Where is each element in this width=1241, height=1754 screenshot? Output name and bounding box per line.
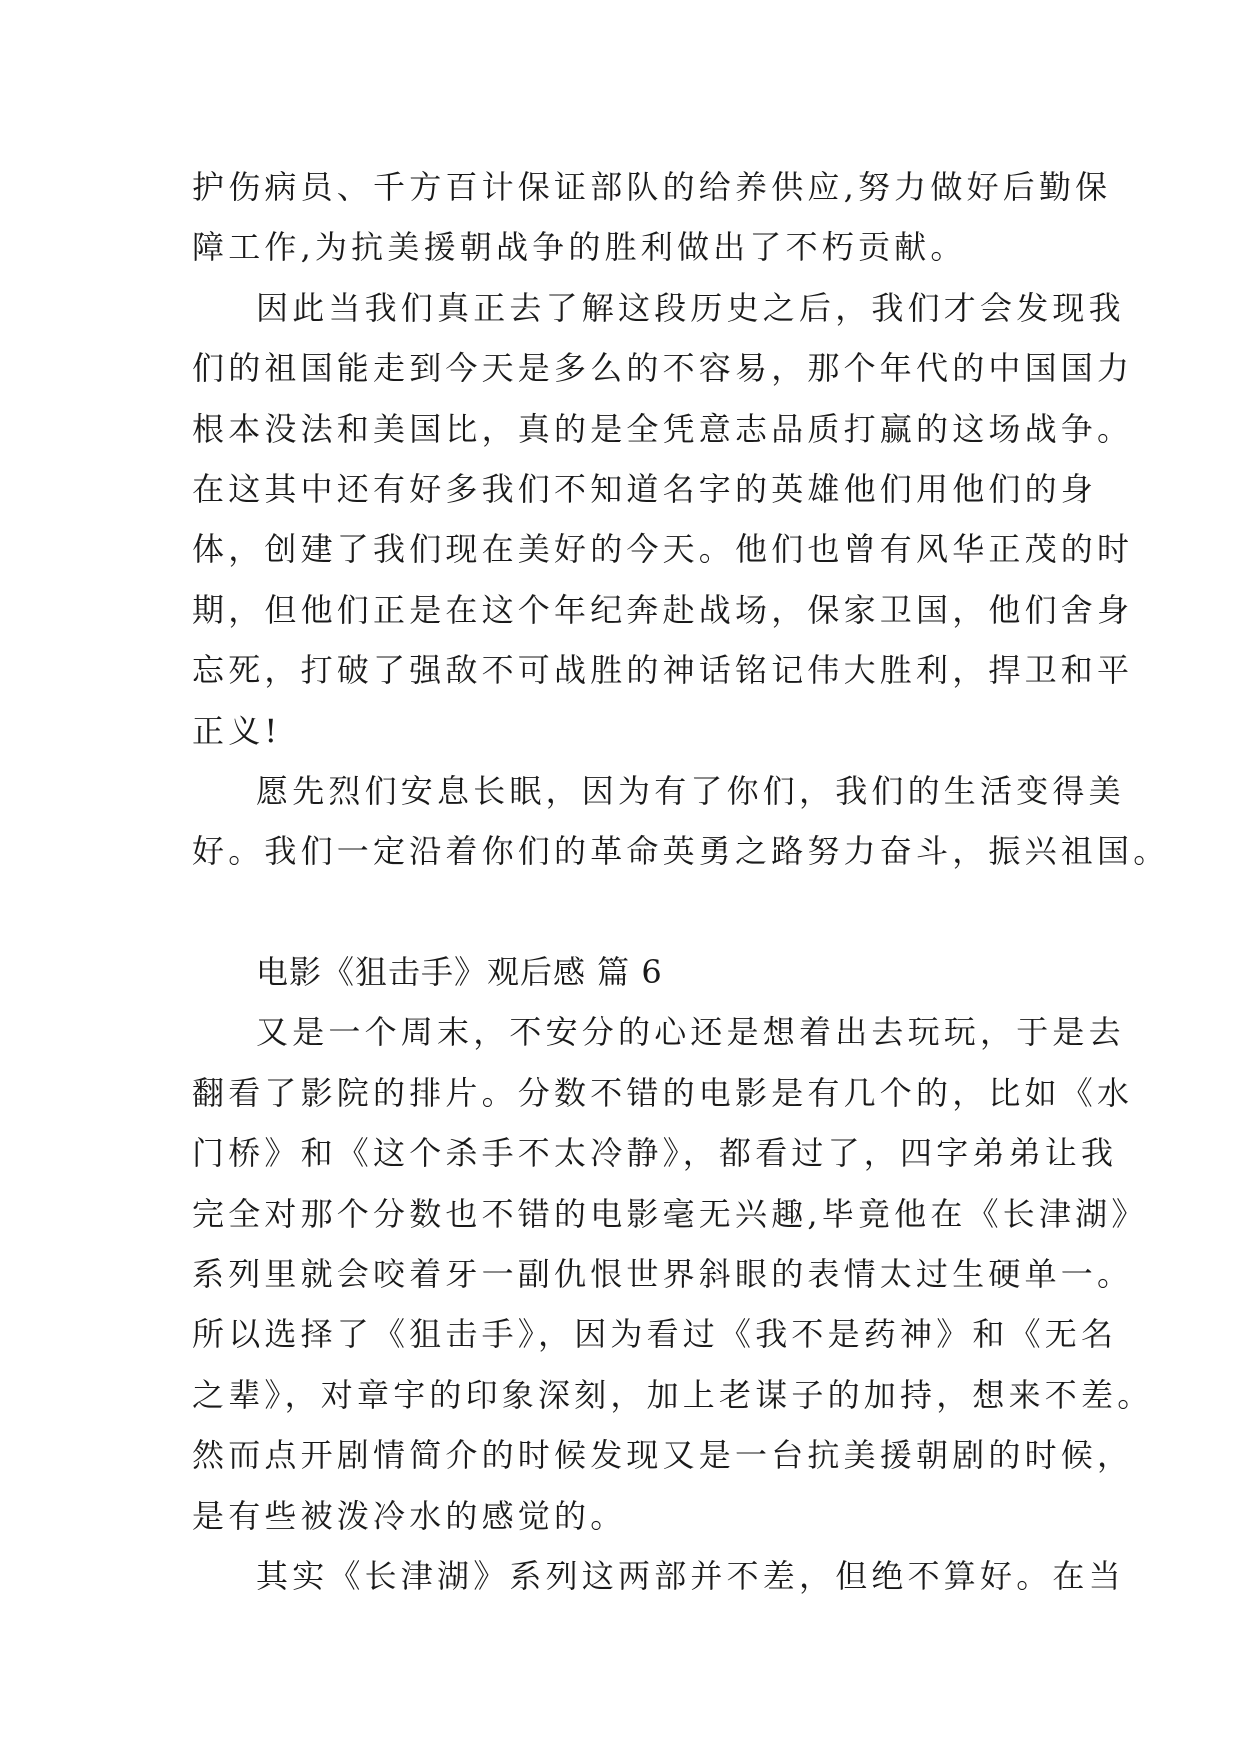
text-line: 又是一个周末，不安分的心还是想着出去玩玩，于是去	[256, 1013, 1125, 1052]
text-line: 障工作,为抗美援朝战争的胜利做出了不朽贡献。	[192, 228, 967, 267]
paragraph	[192, 278, 1134, 761]
paragraph	[192, 1002, 1154, 1546]
text-line: 完全对那个分数也不错的电影毫无兴趣,毕竟他在《长津湖》	[192, 1194, 1148, 1233]
text-line: 期，但他们正是在这个年纪奔赴战场，保家卫国，他们舍身	[192, 590, 1134, 629]
paragraph	[192, 157, 1112, 278]
paragraph-gap	[192, 882, 1052, 942]
text-line: 门桥》和《这个杀手不太冷静》，都看过了，四字弟弟让我	[192, 1134, 1118, 1173]
text-line: 翻看了影院的排片。分数不错的电影是有几个的，比如《水	[192, 1073, 1134, 1112]
document-body	[192, 157, 1170, 1606]
text-line: 因此当我们真正去了解这段历史之后，我们才会发现我	[256, 288, 1125, 327]
text-line: 是有些被泼冷水的感觉的。	[192, 1496, 627, 1535]
text-line: 所以选择了《狙击手》，因为看过《我不是药神》和《无名	[192, 1315, 1118, 1354]
text-line: 们的祖国能走到今天是多么的不容易，那个年代的中国国力	[192, 349, 1134, 388]
text-line: 然而点开剧情简介的时候发现又是一台抗美援朝剧的时候，	[192, 1436, 1134, 1475]
paragraph	[192, 761, 1170, 882]
text-line: 体，创建了我们现在美好的今天。他们也曾有风华正茂的时	[192, 530, 1134, 569]
paragraph	[192, 1546, 1125, 1606]
text-line: 正义!	[192, 711, 282, 750]
text-line: 系列里就会咬着牙一副仇恨世界斜眼的表情太过生硬单一。	[192, 1255, 1134, 1294]
text-line: 愿先烈们安息长眠，因为有了你们，我们的生活变得美	[256, 771, 1125, 810]
text-line: 在这其中还有好多我们不知道名字的英雄他们用他们的身	[192, 469, 1098, 508]
text-line: 护伤病员、千方百计保证部队的给养供应,努力做好后勤保	[192, 168, 1112, 206]
text-line: 其实《长津湖》系列这两部并不差，但绝不算好。在当	[256, 1556, 1125, 1595]
text-line: 根本没法和美国比，真的是全凭意志品质打赢的这场战争。	[192, 409, 1134, 448]
section-heading: 电影《狙击手》观后感 篇 6	[256, 953, 663, 992]
text-line: 好。我们一定沿着你们的革命英勇之路努力奋斗，振兴祖国。	[192, 832, 1170, 871]
text-line: 之辈》，对章宇的印象深刻，加上老谋子的加持，想来不差。	[192, 1375, 1154, 1414]
text-line: 忘死，打破了强敌不可战胜的神话铭记伟大胜利，捍卫和平	[192, 651, 1134, 690]
